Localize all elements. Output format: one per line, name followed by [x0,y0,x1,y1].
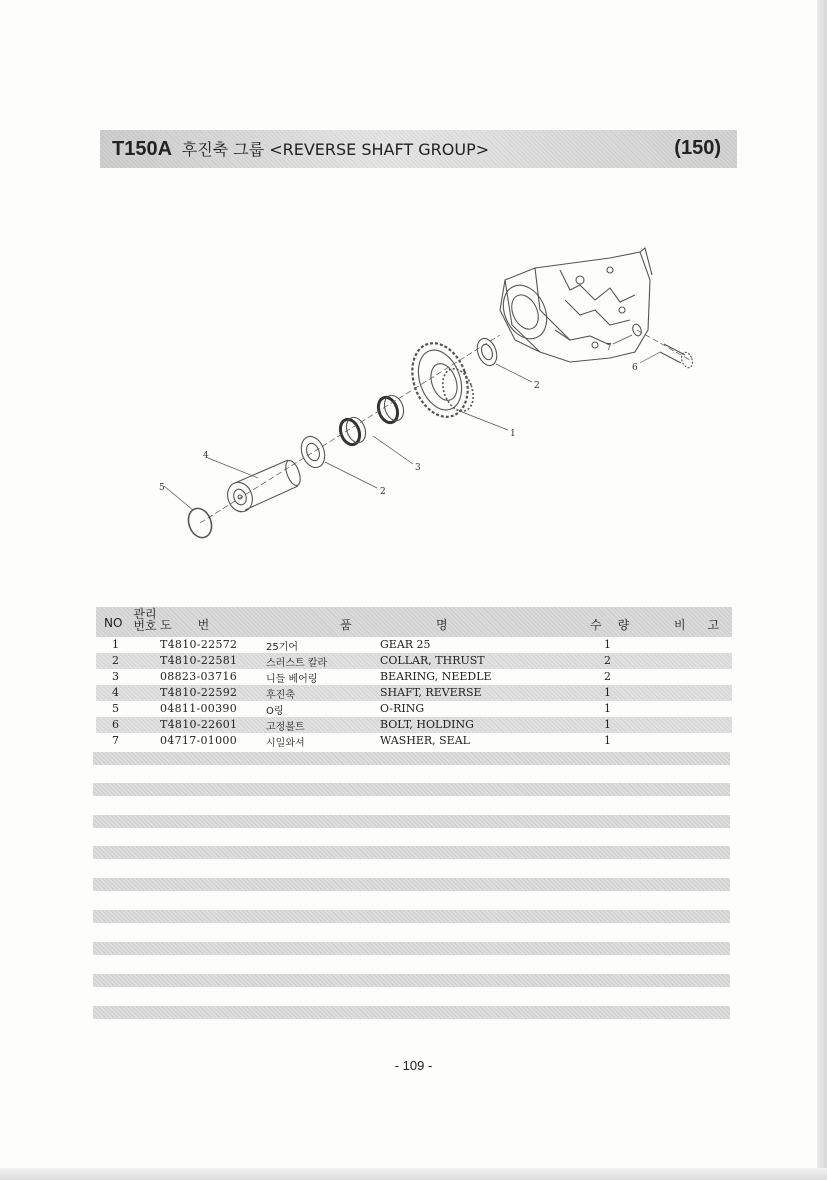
row-name-en: BOLT, HOLDING [380,718,474,731]
reverse-shaft-part [224,459,303,515]
row-name-en: BEARING, NEEDLE [380,670,492,683]
needle-bearing-2 [337,415,369,448]
callout-7: 7 [606,343,612,353]
table-row [96,701,732,717]
row-name-en: WASHER, SEAL [380,734,470,747]
empty-row-band [93,942,730,955]
row-part-no: T4810-22581 [160,654,238,667]
page-title [112,137,489,161]
row-name-kr: 고정볼트 [266,722,305,733]
row-qty: 1 [604,734,611,747]
row-name-kr: O링 [266,706,284,717]
empty-row-band [93,783,730,796]
empty-row-band [93,974,730,987]
callout-4: 4 [203,451,209,461]
callout-5: 5 [159,483,165,493]
empty-row-band [93,815,730,828]
table-row [96,669,732,685]
callout-leaders [164,335,660,510]
header-part-name-1: 품 [340,618,352,632]
row-no: 5 [112,702,119,715]
table-row [96,685,732,701]
row-qty: 2 [604,654,611,667]
page-edge-shadow [817,0,827,1180]
row-name-kr: 25기어 [266,642,299,653]
title-bar [100,130,737,168]
callout-3: 3 [415,463,421,473]
empty-row-band [93,1006,730,1019]
header-mgmt-no: 관리 번호 [133,607,157,633]
row-no: 4 [112,686,119,699]
table-row [96,717,732,733]
table-row [96,733,732,749]
assembly-centerline [200,330,690,523]
callout-6: 6 [632,363,638,373]
row-name-en: O-RING [380,702,425,715]
table-row [96,653,732,669]
row-qty: 1 [604,718,611,731]
row-no: 2 [112,654,119,667]
header-remarks: 비고 [674,618,742,632]
header-no: NO [104,616,123,630]
empty-row-band [93,878,730,891]
table-row [96,637,732,653]
row-qty: 1 [604,686,611,699]
row-qty: 1 [604,638,611,651]
row-name-kr: 스러스트 칼라 [266,658,328,669]
callout-2a: 2 [534,381,540,391]
row-no: 1 [112,638,119,651]
row-part-no: T4810-22572 [160,638,238,651]
empty-row-band [93,752,730,765]
header-part-name-2: 명 [436,618,448,632]
row-part-no: T4810-22601 [160,718,238,731]
page-bottom-edge [0,1168,827,1180]
row-no: 7 [112,734,119,747]
row-qty: 1 [604,702,611,715]
row-part-no: 08823-03716 [160,670,238,683]
row-name-en: GEAR 25 [380,638,431,651]
page-number: - 109 - [394,1058,433,1073]
thrust-collar-right [474,336,500,368]
group-name: 후진축 그룹 <REVERSE SHAFT GROUP> [181,140,490,159]
row-name-kr: 니들 베어링 [266,674,318,685]
header-drawing-no: 도번 [160,618,236,632]
row-name-en: COLLAR, THRUST [380,654,485,667]
callout-2b: 2 [380,487,386,497]
empty-row-band [93,846,730,859]
gear-25-part [403,335,479,424]
row-name-kr: 후진축 [266,690,295,701]
exploded-parts-diagram [140,240,720,570]
model-code: T150A [112,138,173,160]
callout-1: 1 [510,429,516,439]
row-qty: 2 [604,670,611,683]
row-name-en: SHAFT, REVERSE [380,686,482,699]
thrust-collar-left [297,433,329,471]
row-part-no: 04717-01000 [160,734,238,747]
empty-row-band [93,910,730,923]
transmission-case [495,248,652,362]
parts-table [96,607,742,749]
parts-table-header [96,607,742,637]
row-no: 6 [112,718,119,731]
row-part-no: 04811-00390 [160,702,238,715]
header-qty: 수량 [590,618,646,632]
row-no: 3 [112,670,119,683]
group-page-ref: (150) [674,137,721,159]
needle-bearing-1 [375,393,407,426]
row-part-no: T4810-22592 [160,686,238,699]
row-name-kr: 시일와셔 [266,738,305,749]
holding-bolt-part [660,344,694,369]
